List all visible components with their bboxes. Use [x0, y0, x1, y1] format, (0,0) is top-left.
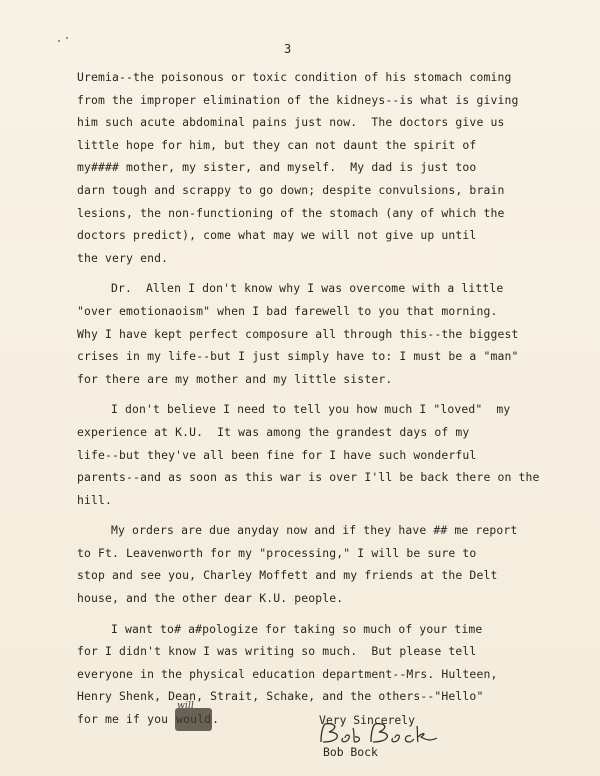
- text-line: him such acute abdominal pains just now. The doctors give us: [77, 115, 505, 130]
- struck-word-text: would: [176, 712, 212, 727]
- text-line: little hope for him, but they can not daunt the spirit of: [77, 137, 477, 152]
- paragraph-gap: [77, 511, 547, 519]
- text-line: parents--and as soon as this war is over I'll be back there on the: [77, 470, 540, 485]
- paragraph: [77, 398, 547, 511]
- paper-speck: [66, 37, 68, 39]
- text-line: to Ft. Leavenworth for my "processing," I will be sure to: [77, 545, 477, 560]
- paragraph: [77, 66, 547, 269]
- text-line: Why I have kept perfect composure all through this--the biggest: [77, 326, 519, 341]
- text-line: Dr. Allen I don't know why I was overcome with a little: [111, 281, 504, 296]
- text-line: the very end.: [77, 250, 169, 265]
- typed-name: Bob Bock: [323, 745, 378, 759]
- text-line: everyone in the physical education department--Mrs. Hulteen,: [77, 666, 498, 681]
- text-line: I don't believe I need to tell you how much I "loved" my: [111, 402, 511, 417]
- paper-speck: [58, 40, 60, 42]
- paragraph-gap: [77, 269, 547, 277]
- paragraph-gap: [77, 610, 547, 618]
- page-number: 3: [284, 42, 292, 56]
- text-line: hill.: [77, 492, 113, 507]
- text-line: my#### mother, my sister, and myself. My dad is just too: [77, 160, 477, 175]
- paragraph-gap: [77, 390, 547, 398]
- handwritten-insertion: will: [177, 701, 195, 712]
- text-line: experience at K.U. It was among the grandest days of my: [77, 424, 470, 439]
- closing: Very Sincerely: [319, 713, 416, 727]
- text-line: for there are my mother and my little sister.: [77, 371, 393, 386]
- text-line: My orders are due anyday now and if they have ## me report: [111, 523, 518, 538]
- text-line: Henry Shenk, Dean, Strait, Schake, and the others--"Hello": [77, 689, 484, 704]
- paragraph: [77, 519, 547, 609]
- final-line-start: for me if you: [77, 712, 176, 727]
- final-line-end: .: [212, 712, 220, 727]
- text-line: Uremia--the poisonous or toxic condition of his stomach coming: [77, 70, 512, 84]
- text-line: lesions, the non-functioning of the stomach (any of which the: [77, 205, 505, 220]
- text-line: house, and the other dear K.U. people.: [77, 591, 344, 606]
- struck-word: [175, 701, 212, 731]
- text-line: I want to# a#pologize for taking so much of your time: [111, 621, 483, 636]
- text-line: doctors predict), come what may we will not give up until: [77, 228, 477, 243]
- text-line-final: [77, 701, 547, 731]
- text-line: life--but they've all been fine for I have such wonderful: [77, 447, 477, 462]
- text-line: "over emotionaoism" when I bad farewell to you that morning.: [77, 303, 498, 318]
- text-line: darn tough and scrappy to go down; despite convulsions, brain: [77, 182, 505, 197]
- paragraph: [77, 618, 547, 708]
- text-line: for I didn't know I was writing so much. But please tell: [77, 644, 477, 659]
- paragraph: [77, 277, 547, 390]
- text-line: stop and see you, Charley Moffett and my friends at the Delt: [77, 568, 498, 583]
- text-line: from the improper elimination of the kidneys--is what is giving: [77, 92, 519, 107]
- text-line: crises in my life--but I just simply have to: I must be a "man": [77, 349, 519, 364]
- letter-body: [77, 66, 547, 731]
